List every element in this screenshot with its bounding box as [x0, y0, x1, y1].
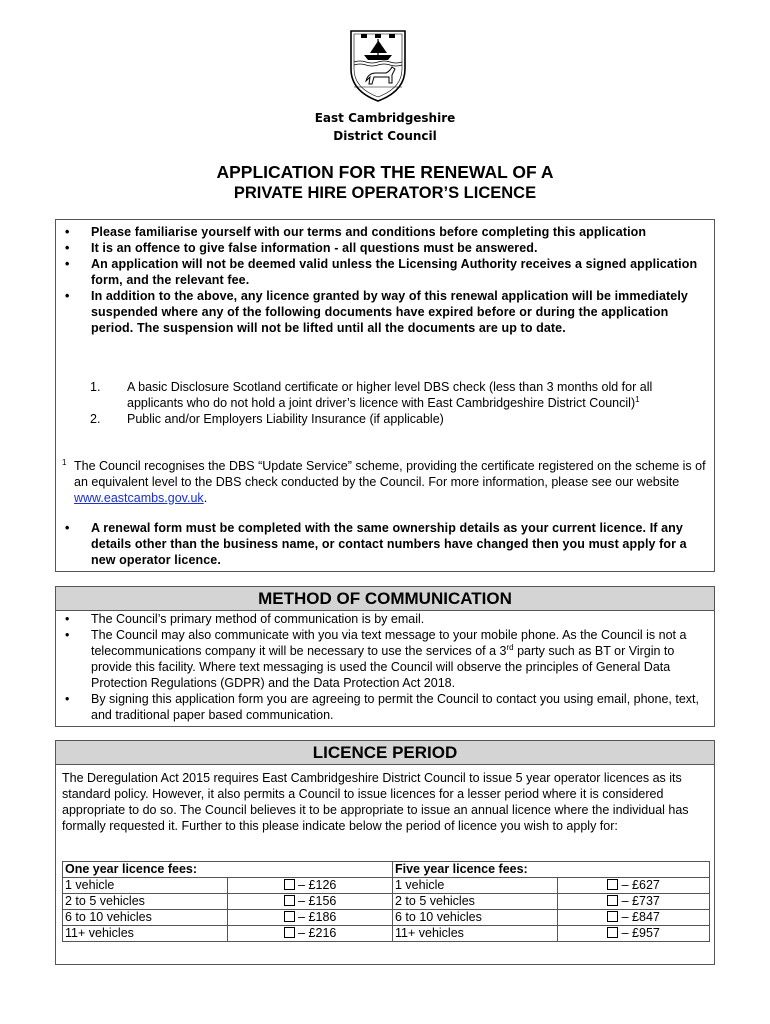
fee-label: 6 to 10 vehicles [63, 910, 228, 926]
five-year-fee-option: – £847 [558, 910, 710, 926]
fee-label: 2 to 5 vehicles [63, 894, 228, 910]
fee-label: 6 to 10 vehicles [393, 910, 558, 926]
important-notes-box [55, 219, 715, 572]
list-item: • The Council’s primary method of communication is by email. [65, 612, 425, 626]
form-title-line2: PRIVATE HIRE OPERATOR’S LICENCE [233, 184, 537, 202]
fee-checkbox[interactable] [607, 895, 618, 906]
one-year-fee-option: – £186 [228, 910, 393, 926]
fee-checkbox[interactable] [607, 911, 618, 922]
list-item: • A renewal form must be completed with the same ownership details as your current licence. If any details other than the business name, or contact numbers have changed then you must apply for a new operator licence. [65, 521, 687, 567]
communication-section [55, 586, 715, 727]
list-item: • An application will not be deemed valid unless the Licensing Authority receives a signed application form, and the relevant fee. [65, 257, 698, 287]
council-crest-icon [348, 29, 408, 103]
communication-heading: METHOD OF COMMUNICATION [56, 587, 714, 611]
council-name-line1: East Cambridgeshire [314, 111, 456, 125]
table-row [63, 878, 710, 894]
fee-label: 1 vehicle [393, 878, 558, 894]
form-title-line1: APPLICATION FOR THE RENEWAL OF A [216, 162, 554, 182]
fee-checkbox[interactable] [607, 927, 618, 938]
list-item: • By signing this application form you are agreeing to permit the Council to contact you using email, phone, text, and traditional paper based communication. [65, 692, 699, 722]
table-row [63, 926, 710, 942]
intro-bullet-list [56, 224, 701, 336]
one-year-fees-heading: One year licence fees: [63, 862, 393, 878]
required-documents-list [90, 379, 710, 427]
list-item: • In addition to the above, any licence granted by way of this renewal application will be immediately suspended where any of the following documents have expired before or during the application period. The suspension will not be lifted until all the documents are up to date. [65, 289, 688, 335]
one-year-fee-option: – £126 [228, 878, 393, 894]
fee-checkbox[interactable] [284, 895, 295, 906]
fee-checkbox[interactable] [284, 927, 295, 938]
five-year-fee-option: – £957 [558, 926, 710, 942]
list-item: 2. Public and/or Employers Liability Insurance (if applicable) [90, 412, 444, 426]
fee-checkbox[interactable] [284, 911, 295, 922]
dbs-footnote: 1 The Council recognises the DBS “Update Service” scheme, providing the certificate registered on the scheme is of an equivalent level to the DBS check conducted by the Council. For more information, please see our website www.eastcambs.gov.uk. [62, 458, 710, 506]
one-year-fee-option: – £156 [228, 894, 393, 910]
list-item: • Please familiarise yourself with our terms and conditions before completing this application [65, 225, 647, 239]
fee-label: 11+ vehicles [393, 926, 558, 942]
fee-label: 11+ vehicles [63, 926, 228, 942]
renewal-bullet-list [56, 520, 701, 568]
footnote-mark: 1 [62, 458, 67, 467]
list-item: 1. A basic Disclosure Scotland certificate or higher level DBS check (less than 3 months old for all applicants who do not hold a joint driver’s licence with East Cambridgeshire District Council)$^1$ [90, 380, 653, 410]
communication-bullet-list [56, 611, 701, 723]
table-row [63, 910, 710, 926]
table-row [63, 862, 710, 878]
licence-period-section [55, 740, 715, 965]
five-year-fee-option: – £737 [558, 894, 710, 910]
table-row [63, 894, 710, 910]
list-item: • The Council may also communicate with you via text message to your mobile phone. As the Council is not a telecommunications company it will be necessary to use the services of a 3rd party such as BT or Virgin to provide this facility. Where text messaging is used the Council will observe the principles of General Data Protection Regulations (GDPR) and the Data Protection Act 2018. [65, 628, 687, 690]
fee-checkbox[interactable] [284, 879, 295, 890]
five-year-fee-option: – £627 [558, 878, 710, 894]
five-year-fees-heading: Five year licence fees: [393, 862, 710, 878]
licence-period-heading: LICENCE PERIOD [56, 741, 714, 765]
licence-period-paragraph: The Deregulation Act 2015 requires East Cambridgeshire District Council to issue 5 year operator licences as its standard policy. However, it also permits a Council to issue licences for a lesser period where it is considered appropriate to do so. The Council believes it to be appropriate to issue an annual licence where the individual has formally requested it. Further to this please indicate below the period of licence you wish to apply for: [62, 771, 689, 833]
fee-label: 2 to 5 vehicles [393, 894, 558, 910]
list-item: • It is an offence to give false information - all questions must be answered. [65, 241, 538, 255]
fee-checkbox[interactable] [607, 879, 618, 890]
fee-label: 1 vehicle [63, 878, 228, 894]
council-website-link[interactable]: www.eastcambs.gov.uk [74, 491, 204, 505]
one-year-fee-option: – £216 [228, 926, 393, 942]
licence-fees-table [62, 861, 710, 942]
council-name-line2: District Council [333, 129, 437, 143]
